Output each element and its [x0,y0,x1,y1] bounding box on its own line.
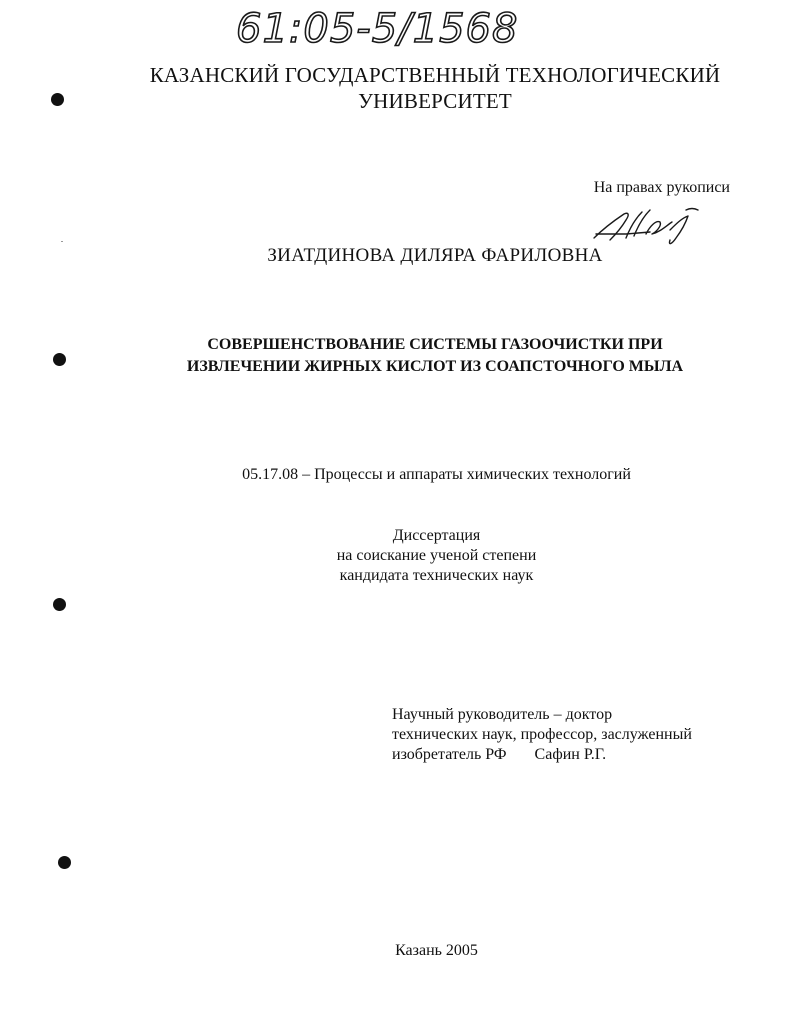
advisor-line-1: Научный руководитель – доктор [392,706,613,723]
degree-line-2: на соискание ученой степени [336,547,537,564]
punch-hole-icon [53,598,66,611]
advisor-name: Сафин Р.Г. [534,746,607,763]
dissertation-title-line-1: СОВЕРШЕНСТВОВАНИЕ СИСТЕМЫ ГАЗООЧИСТКИ ПРИ [207,336,663,353]
degree-line-1: Диссертация [392,527,481,544]
dissertation-title-line-2: ИЗВЛЕЧЕНИИ ЖИРНЫХ КИСЛОТ ИЗ СОАПСТОЧНОГО МЫЛА [186,358,684,375]
specialty-code: 05.17.08 – Процессы и аппараты химических технологий [242,466,631,483]
rights-notice: На правах рукописи [593,179,730,196]
handwritten-catalog-number [232,2,532,52]
scan-speck [61,241,63,242]
advisor-title: изобретатель РФ [392,746,507,763]
advisor-line-2: технических наук, профессор, заслуженный [392,726,692,743]
university-name-line-1: КАЗАНСКИЙ ГОСУДАРСТВЕННЫЙ ТЕХНОЛОГИЧЕСКИЙ [149,63,721,87]
advisor-line-3 [392,745,772,765]
signature-icon [590,204,705,248]
university-name [0,62,796,114]
punch-hole-icon [58,856,71,869]
university-name-line-2: УНИВЕРСИТЕТ [358,89,512,113]
city-year: Казань 2005 [395,942,478,959]
punch-hole-icon [51,93,64,106]
punch-hole-icon [53,353,66,366]
degree-statement [0,526,796,586]
degree-line-3: кандидата технических наук [339,567,534,584]
svg-text:61:05-5/1568: 61:05-5/1568 [236,6,519,52]
author-name: ЗИАТДИНОВА ДИЛЯРА ФАРИЛОВНА [267,245,603,266]
dissertation-title [0,334,796,378]
scientific-advisor [392,705,772,765]
